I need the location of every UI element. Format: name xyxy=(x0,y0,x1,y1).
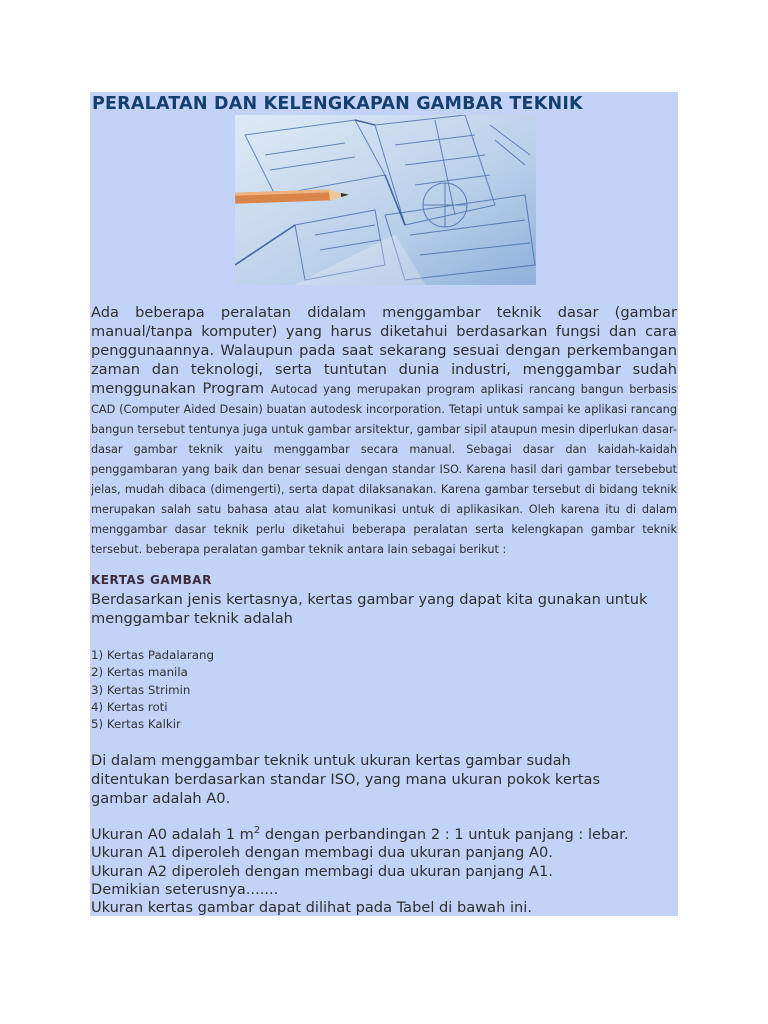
iso-paragraph xyxy=(91,751,677,808)
size-line: Ukuran kertas gambar dapat dilihat pada Tabel di bawah ini. xyxy=(91,899,532,917)
size-line-a0-start: Ukuran A0 adalah 1 m xyxy=(91,825,254,843)
intro-small-text: Autocad yang merupakan program aplikasi rancang bangun berbasis CAD (Computer Aided Desain) buatan autodesk incorporation. Tetapi untuk sampai ke aplikasi rancang bangun tersebut tentunya juga untuk gambar arsitektur, gambar sipil ataupun mesin diperlukan dasar-dasar gambar teknik yaitu menggambar secara manual. Sebagai dasar dan kaidah-kaidah penggambaran yang baik dan benar sesuai dengan standar ISO. Karena hasil dari gambar tersebebut jelas, mudah dibaca (dimengerti), serta dapat dilaksanakan. Karena gambar tersebut di bidang teknik merupakan salah satu bahasa atau alat komunikasi untuk di aplikasikan. Oleh karena itu di dalam menggambar dasar teknik perlu diketahui beberapa peralatan serta kelengkapan gambar teknik tersebut. beberapa peralatan gambar teknik antara lain sebagai berikut : xyxy=(91,383,678,556)
list-item: 4) Kertas roti xyxy=(91,699,168,714)
intro-paragraph xyxy=(91,303,677,559)
intro-large-text: Ada beberapa peralatan didalam menggambar teknik dasar (gambar manual/tanpa komputer) yang harus diketahui berdasarkan fungsi dan cara penggunaannya. Walaupun pada saat sekarang sesuai dengan perkembangan zaman dan teknologi, serta tuntutan dunia industri, menggambar sudah menggunakan Program xyxy=(91,304,677,397)
list-item: 5) Kertas Kalkir xyxy=(91,717,181,732)
paper-types-intro: Berdasarkan jenis kertasnya, kertas gambar yang dapat kita gunakan untuk menggambar teknik adalah xyxy=(91,591,648,627)
paper-size-paragraph xyxy=(91,822,677,918)
paper-types-list xyxy=(91,647,677,733)
size-line: Ukuran A2 diperoleh dengan membagi dua ukuran panjang A1. xyxy=(91,862,553,880)
iso-line: Di dalam menggambar teknik untuk ukuran kertas gambar sudah xyxy=(91,752,571,769)
squared-superscript: 2 xyxy=(253,825,261,836)
size-line: Ukuran A1 diperoleh dengan membagi dua ukuran panjang A0. xyxy=(91,844,553,862)
iso-line: ditentukan berdasarkan standar ISO, yang mana ukuran pokok kertas xyxy=(91,771,601,788)
list-item: 2) Kertas manila xyxy=(91,665,188,680)
blueprint-pencil-icon xyxy=(235,115,536,285)
list-item: 3) Kertas Strimin xyxy=(91,682,191,697)
size-line: Demikian seterusnya....... xyxy=(91,881,279,899)
list-item: 1) Kertas Padalarang xyxy=(91,648,214,662)
page-title: PERALATAN DAN KELENGKAPAN GAMBAR TEKNIK xyxy=(92,94,583,114)
section-heading: KERTAS GAMBAR xyxy=(91,573,212,587)
size-line xyxy=(91,822,677,844)
blueprint-image xyxy=(235,115,536,285)
iso-line: gambar adalah A0. xyxy=(91,790,231,807)
size-line-a0-end: dengan perbandingan 2 : 1 untuk panjang : lebar. xyxy=(260,825,629,843)
